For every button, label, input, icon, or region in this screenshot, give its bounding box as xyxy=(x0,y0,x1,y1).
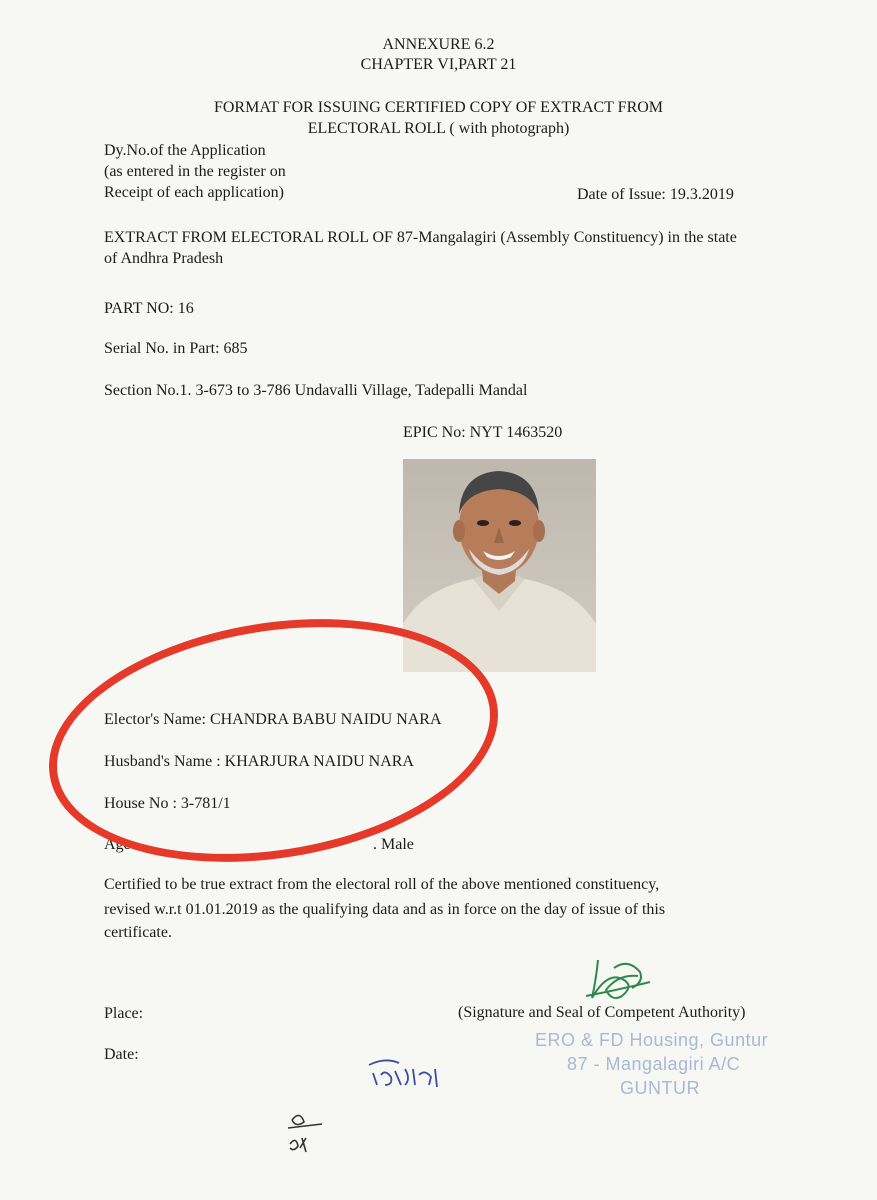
husbands-name: Husband's Name : KHARJURA NAIDU NARA xyxy=(104,753,414,770)
annexure-heading: ANNEXURE 6.2 xyxy=(382,36,495,53)
house-no: House No : 3-781/1 xyxy=(104,795,231,812)
format-title-line2: ELECTORAL ROLL ( with photograph) xyxy=(307,120,570,137)
extract-line1: EXTRACT FROM ELECTORAL ROLL OF 87-Mangalagiri (Assembly Constituency) in the state xyxy=(104,229,737,246)
certification-line1: Certified to be true extract from the electoral roll of the above mentioned constituency, xyxy=(104,876,660,893)
seal-line2: 87 - Mangalagiri A/C xyxy=(567,1054,741,1074)
section-no: Section No.1. 3-673 to 3-786 Undavalli Village, Tadepalli Mandal xyxy=(104,382,528,399)
seal-line3: GUNTUR xyxy=(620,1078,700,1098)
application-dy-no: Dy.No.of the Application xyxy=(104,142,266,159)
format-title-line1: FORMAT FOR ISSUING CERTIFIED COPY OF EXTRACT FROM xyxy=(213,99,664,116)
sex-fragment: . Male xyxy=(373,836,414,853)
application-note-line1: (as entered in the register on xyxy=(104,163,286,180)
epic-no: EPIC No: NYT 1463520 xyxy=(403,424,563,441)
handwritten-date-mark xyxy=(365,1055,445,1091)
handwritten-initials-mark xyxy=(282,1108,332,1156)
certification-line2: revised w.r.t 01.01.2019 as the qualifying data and as in force on the day of issue of this xyxy=(104,901,666,918)
signature-mark xyxy=(578,950,658,1010)
age-fragment: Age . xyxy=(104,836,139,853)
seal-line1: ERO & FD Housing, Guntur xyxy=(535,1030,769,1050)
signature-label: (Signature and Seal of Competent Authority) xyxy=(458,1004,746,1021)
certification-line3: certificate. xyxy=(104,924,172,941)
extract-line2: of Andhra Pradesh xyxy=(104,250,224,267)
date-label: Date: xyxy=(104,1046,139,1063)
application-note-line2: Receipt of each application) xyxy=(104,184,284,201)
chapter-heading: CHAPTER VI,PART 21 xyxy=(360,56,517,73)
part-no: PART NO: 16 xyxy=(104,300,194,317)
date-of-issue: Date of Issue: 19.3.2019 xyxy=(577,186,734,203)
place-label: Place: xyxy=(104,1005,144,1022)
serial-no: Serial No. in Part: 685 xyxy=(104,340,248,357)
electors-name: Elector's Name: CHANDRA BABU NAIDU NARA xyxy=(104,711,442,728)
